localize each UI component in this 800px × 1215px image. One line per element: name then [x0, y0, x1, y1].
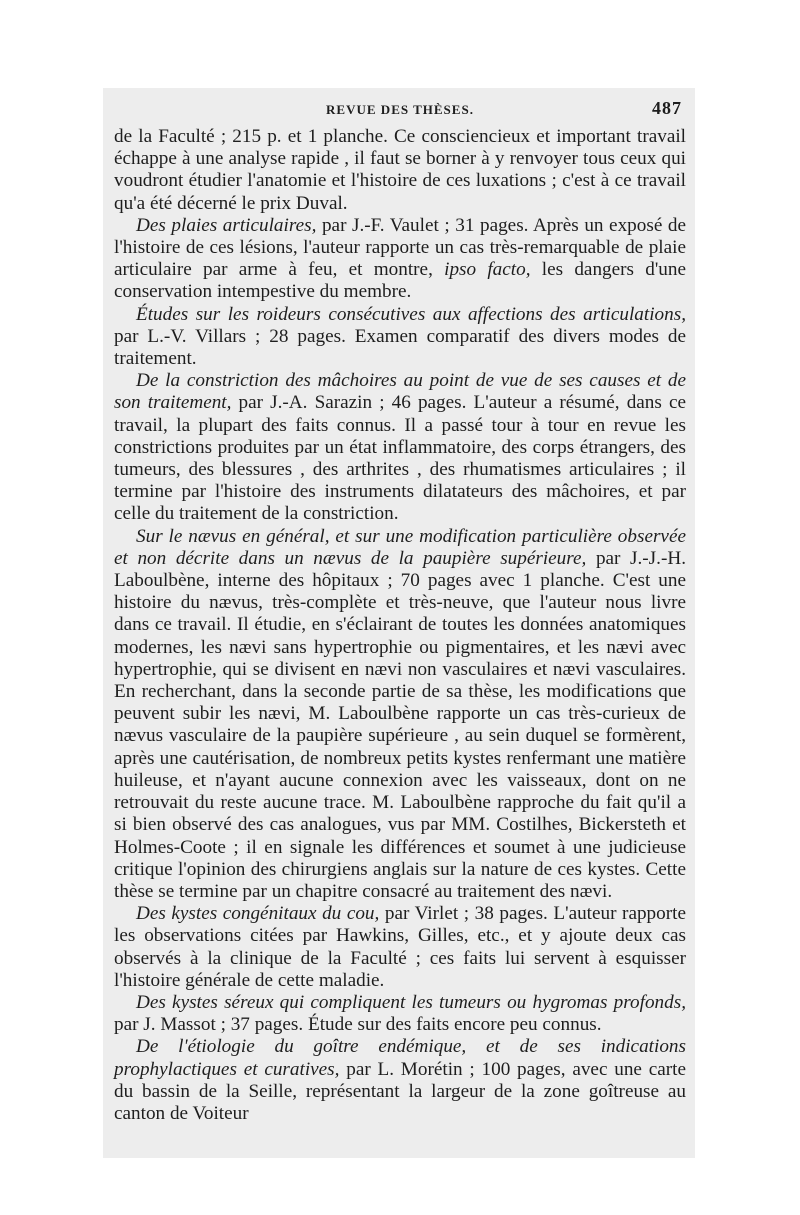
paragraph: [114, 903, 686, 992]
thesis-title: De l'étiologie du goître endémique, et de ses indications prophylactiques et curatives,: [114, 1036, 686, 1080]
thesis-title: Des plaies articulaires,: [136, 214, 317, 236]
text-segment: par Virlet ; 38 pages. L'auteur rapporte les observations citées par Hawkins, Gilles, etc., et y ajoute deux cas observés à la clinique de la Faculté ; ces faits lui servent à esquisser l'histoire générale de cette maladie.: [114, 903, 686, 991]
paragraph: [114, 992, 686, 1036]
paragraph: [114, 1036, 686, 1125]
thesis-title: Des kystes congénitaux du cou,: [136, 903, 380, 925]
text-segment: par J.-A. Sarazin ; 46 pages. L'auteur a résumé, dans ce travail, la plupart des faits connus. Il a passé tour à tour en revue les constrictions produites par un état inflammatoire, des corps étrangers, des tumeurs, des blessures , des arthrites , des rhumatismes articulaires ; il termine par l'histoire des instruments dilatateurs des mâchoires, et par celle du traitement de la constriction.: [114, 392, 686, 525]
text-segment: par L.-V. Villars ; 28 pages. Examen comparatif des divers modes de traitement.: [114, 325, 686, 370]
page-number: 487: [652, 98, 682, 118]
text-segment: par J.-F. Vaulet ; 31 pages. Après un exposé de l'histoire de ces lésions, l'auteur rapporte un cas très-remarquable de plaie articulaire par arme à feu, et montre,: [114, 214, 686, 281]
text-segment: les dangers d'une conservation intempestive du membre.: [114, 259, 686, 303]
paragraph: [114, 304, 686, 371]
thesis-title: Des kystes séreux qui compliquent les tumeurs ou hygromas profonds,: [136, 991, 686, 1013]
paragraph: [114, 126, 686, 215]
text-segment: par J. Massot ; 37 pages. Étude sur des faits encore peu connus.: [114, 1014, 602, 1036]
page-header: [114, 96, 686, 126]
thesis-title: Études sur les roideurs consécutives aux affections des articulations,: [136, 303, 686, 325]
text-segment: de la Faculté ; 215 p. et 1 planche. Ce consciencieux et important travail échappe à une analyse rapide , il faut se borner à y renvoyer tous ceux qui voudront étudier l'anatomie et l'histoire de ces luxations ; c'est à ce travail qu'a été décerné le prix Duval.: [114, 126, 686, 214]
paragraph: [114, 215, 686, 304]
text-segment: par L. Morétin ; 100 pages, avec une carte du bassin de la Seille, représentant la largeur de la zone goîtreuse au canton de Voiteur: [114, 1058, 686, 1124]
thesis-title: Sur le nævus en général, et sur une modification particulière observée et non décrite dans un nævus de la paupière supérieure,: [114, 525, 686, 569]
text-segment: par J.-J.-H. Laboulbène, interne des hôpitaux ; 70 pages avec 1 planche. C'est une histoire du nævus, très-complète et très-neuve, que l'auteur nous livre dans ce travail. Il étudie, en s'éclairant de toutes les données anatomiques modernes, les nævi sans hypertrophie ou pigmentaires, et les nævi avec hypertrophie, qui se divisent en nævi non vasculaires et nævi vasculaires. En recherchant, dans la seconde partie de sa thèse, les modifications que peuvent subir les nævi, M. Laboulbène rapporte un cas très-curieux de nævus vasculaire de la paupière supérieure , au sein duquel se formèrent, après une cautérisation, de nombreux petits kystes renfermant une matière huileuse, et n'ayant aucune connexion avec les vaisseaux, dont on ne retrouvait du reste aucune trace. M. Laboulbène rapproche du fait qu'il a si bien observé des cas analogues, vus par MM. Costilhes, Bickersteth et Holmes-Coote ; il en signale les différences et soumet à une judicieuse critique l'opinion des chirurgiens anglais sur la nature de ces kystes. Cette thèse se termine par un chapitre consacré au traitement des nævi.: [114, 547, 686, 902]
italic-phrase: ipso facto,: [444, 259, 531, 281]
book-page: [114, 96, 686, 1125]
paragraph: [114, 526, 686, 903]
paragraph: [114, 370, 686, 525]
running-title: REVUE DES THÈSES.: [326, 102, 474, 117]
thesis-title: De la constriction des mâchoires au point de vue de ses causes et de son traitement,: [114, 370, 686, 414]
